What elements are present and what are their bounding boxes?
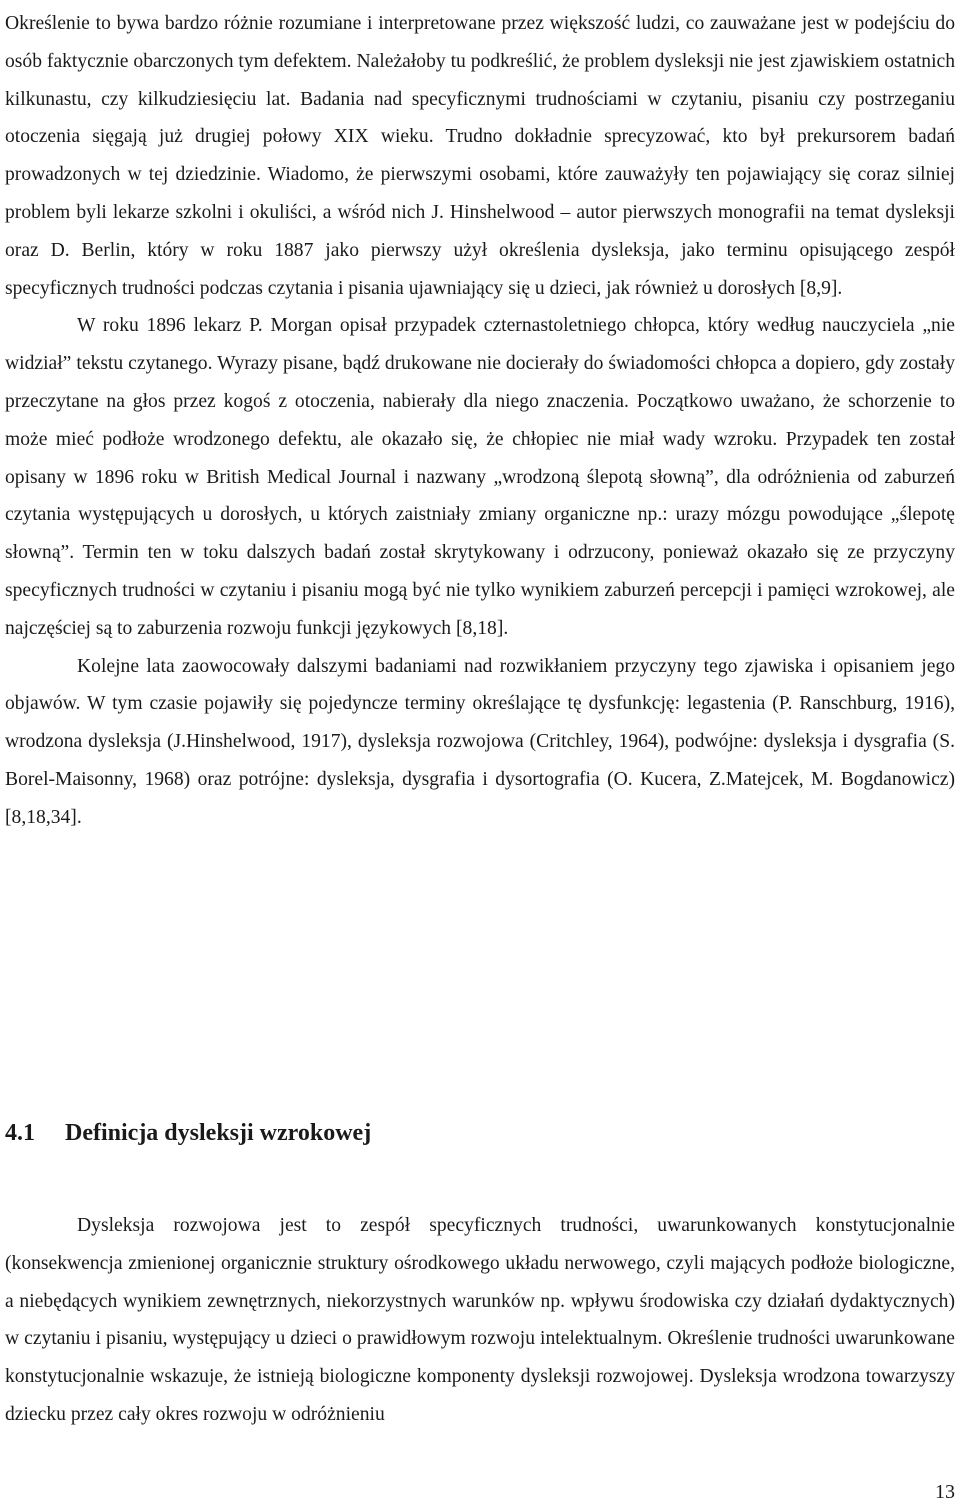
paragraph-morgan-case: W roku 1896 lekarz P. Morgan opisał przypadek czternastoletniego chłopca, który według nauczyciela „nie widział” tekstu czytanego. Wyrazy pisane, bądź drukowane nie docierały do świadomości chłopca a dopiero, gdy zostały przeczytane na głos przez kogoś z otoczenia, nabierały dla niego znaczenia. Początkowo uważano, że schorzenie to może mieć podłoże wrodzonego defektu, ale okazało się, że chłopiec nie miał wady wzroku. Przypadek ten został opisany w 1896 roku w British Medical Journal i nazwany „wrodzoną ślepotą słowną”, dla odróżnienia od zaburzeń czytania występujących u dorosłych, u których zaistniały zmiany organiczne np.: urazy mózgu powodujące „ślepotę słowną”. Termin ten w toku dalszych badań został skrytykowany i odrzucony, ponieważ okazało się ze przyczyny specyficznych trudności w czytaniu i pisaniu mogą być nie tylko wynikiem zaburzeń percepcji i pamięci wzrokowej, ale najczęściej są to zaburzenia rozwoju funkcji językowych [8,18]. bbox=[5, 315, 955, 639]
section-number: 4.1 bbox=[5, 1120, 35, 1146]
document-page bbox=[5, 0, 956, 1425]
paragraph-definition: Dysleksja rozwojowa jest to zespół specyficznych trudności, uwarunkowanych konstytucjonalnie (konsekwencja zmienionej organicznie struktury ośrodkowego układu nerwowego, czyli mających podłoże biologiczne, a niebędących wynikiem zewnętrznych, niekorzystnych warunków np. wpływu środowiska czy działań dydaktycznych) w czytaniu i pisaniu, występujący u dzieci o prawidłowym rozwoju intelektualnym. Określenie trudności uwarunkowane konstytucjonalnie wskazuje, że istnieją biologiczne komponenty dysleksji rozwojowej. Dysleksja wrodzona towarzyszy dziecku przez cały okres rozwoju w odróżnieniu bbox=[5, 1215, 955, 1425]
paragraph-terminology: Kolejne lata zaowocowały dalszymi badaniami nad rozwikłaniem przyczyny tego zjawiska i opisaniem jego objawów. W tym czasie pojawiły się pojedyncze terminy określające tę dysfunkcję: legastenia (P. Ranschburg, 1916), wrodzona dysleksja (J.Hinshelwood, 1917), dysleksja rozwojowa (Critchley, 1964), podwójne: dysleksja i dysgrafia (S. Borel-Maisonny, 1968) oraz potrójne: dysleksja, dysgrafia i dysortografia (O. Kucera, Z.Matejcek, M. Bogdanowicz) [8,18,34]. bbox=[5, 655, 955, 828]
section-heading bbox=[5, 1113, 371, 1153]
paragraph-intro: Określenie to bywa bardzo różnie rozumiane i interpretowane przez większość ludzi, co zauważane jest w podejściu do osób faktycznie obarczonych tym defektem. Należałoby tu podkreślić, że problem dysleksji nie jest zjawiskiem ostatnich kilkunastu, czy kilkudziesięciu lat. Badania nad specyficznymi trudnościami w czytaniu, pisaniu czy postrzeganiu otoczenia sięgają już drugiej połowy XIX wieku. Trudno dokładnie sprecyzować, kto był prekursorem badań prowadzonych w tej dziedzinie. Wiadomo, że pierwszymi osobami, które zauważyły ten pojawiający się coraz silniej problem byli lekarze szkolni i okuliści, a wśród nich J. Hinshelwood – autor pierwszych monografii na temat dysleksji oraz D. Berlin, który w roku 1887 jako pierwszy użył określenia dysleksja, jako terminu opisującego zespół specyficznych trudności podczas czytania i pisania ujawniający się u dzieci, jak również u dorosłych [8,9]. bbox=[5, 13, 956, 299]
section-title: Definicja dysleksji wzrokowej bbox=[65, 1120, 372, 1146]
body-block bbox=[5, 0, 955, 837]
page-number: 13 bbox=[935, 1481, 955, 1503]
